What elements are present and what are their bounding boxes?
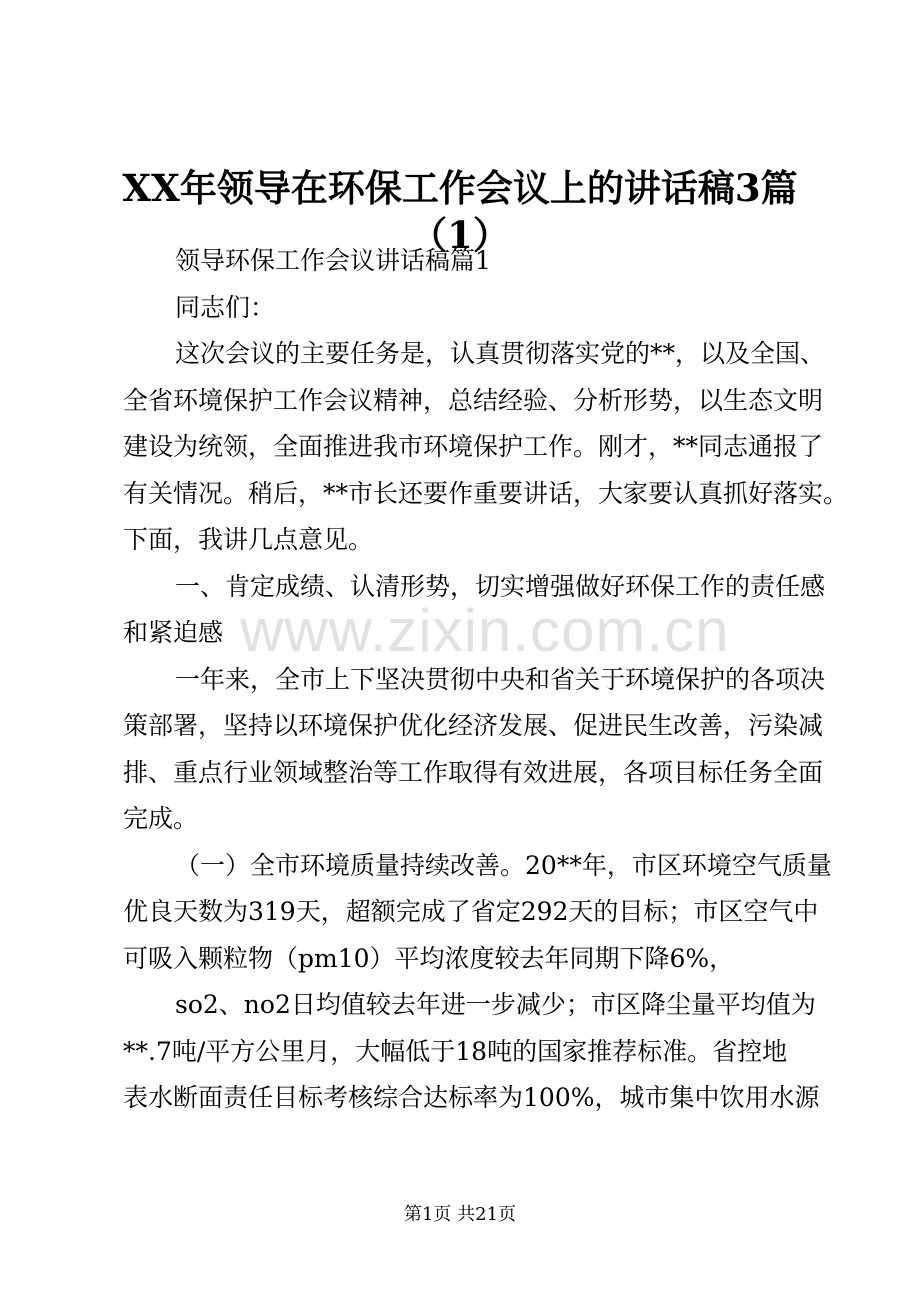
text-line: 优良天数为319天，超额完成了省定292天的目标；市区空气中: [123, 897, 819, 926]
text-line: 策部署，坚持以环境保护优化经济发展、促进民生改善，污染减: [123, 711, 824, 740]
text-line: 排、重点行业领域整治等工作取得有效进展，各项目标任务全面: [123, 757, 824, 787]
document-title: XX年领导在环保工作会议上的讲话稿3篇: [122, 166, 798, 210]
paragraph: [123, 331, 849, 564]
document-title-suffix: （1）: [410, 213, 510, 257]
watermark: www.zixin.com.cn: [240, 597, 730, 664]
document-body: [123, 238, 849, 1122]
text-line: （一）全市环境质量持续改善。20**年，市区环境空气质量: [175, 850, 832, 880]
text-line: 这次会议的主要任务是，认真贯彻落实党的**，以及全国、: [175, 339, 826, 368]
paragraph: [123, 657, 826, 843]
text-line: 建设为统领，全面推进我市环境保护工作。刚才，**同志通报了: [123, 432, 824, 461]
text-line: 一、肯定成绩、认清形势，切实增强做好环保工作的责任感: [175, 571, 826, 601]
text-line: 完成。: [123, 804, 199, 833]
text-line: 一年来，全市上下坚决贯彻中央和省关于环境保护的各项决: [175, 664, 826, 694]
text-line: 领导环保工作会议讲话稿篇1: [175, 246, 491, 275]
paragraph: [123, 982, 820, 1122]
text-line: 下面，我讲几点意见。: [123, 525, 374, 554]
text-line: 可吸入颗粒物（pm10）平均浓度较去年同期下降6%，: [123, 943, 735, 973]
text-line: 同志们：: [175, 292, 276, 322]
text-line: 表水断面责任目标考核综合达标率为100%，城市集中饮用水源: [123, 1083, 820, 1112]
page-footer: 第1页 共21页: [403, 1204, 517, 1225]
section-heading: [123, 238, 801, 285]
paragraph: [123, 843, 832, 983]
text-line: 全省环境保护工作会议精神，总结经验、分析形势，以生态文明: [123, 385, 824, 415]
text-line: so2、no2日均值较去年进一步减少；市区降尘量平均值为: [175, 990, 816, 1019]
salutation: [123, 285, 801, 332]
text-line: 有关情况。稍后，**市长还要作重要讲话，大家要认真抓好落实。: [123, 478, 849, 508]
text-line: **.7吨/平方公里月，大幅低于18吨的国家推荐标准。省控地: [123, 1036, 788, 1066]
section-heading: [123, 564, 826, 657]
text-line: 和紧迫感: [123, 618, 224, 647]
